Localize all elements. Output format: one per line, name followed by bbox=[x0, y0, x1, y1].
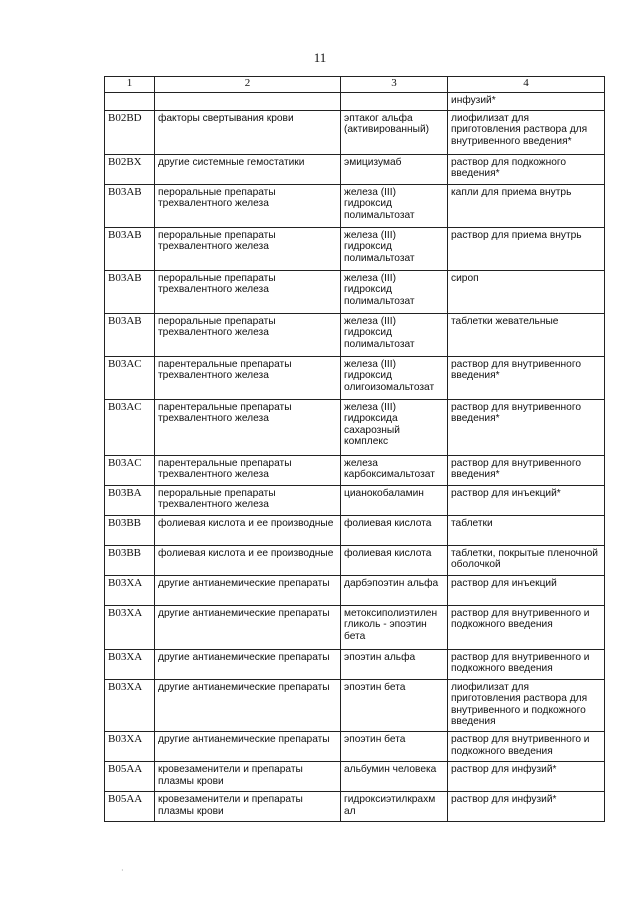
atc-code-cell: B03AC bbox=[105, 356, 155, 399]
atc-code-cell: B05AA bbox=[105, 791, 155, 821]
table-row bbox=[105, 399, 605, 455]
table-row bbox=[105, 110, 605, 154]
group-cell: другие антианемические препараты bbox=[155, 605, 341, 649]
table-row bbox=[105, 545, 605, 575]
group-cell: фолиевая кислота и ее производные bbox=[155, 545, 341, 575]
table-row bbox=[105, 515, 605, 545]
column-header: 1 bbox=[105, 77, 155, 93]
table-row bbox=[105, 356, 605, 399]
substance-cell: фолиевая кислота bbox=[341, 515, 448, 545]
substance-cell: железа (III) гидроксида сахарозный комплекс bbox=[341, 399, 448, 455]
dosage-form-cell: раствор для подкожного введения* bbox=[448, 154, 605, 184]
page-number: 11 bbox=[313, 50, 327, 65]
substance-cell: железа карбоксимальтозат bbox=[341, 455, 448, 485]
dosage-form-cell: раствор для внутривенного и подкожного введения bbox=[448, 731, 605, 761]
substance-cell: альбумин человека bbox=[341, 761, 448, 791]
table-row bbox=[105, 761, 605, 791]
column-header: 2 bbox=[155, 77, 341, 93]
substance-cell: эпоэтин бета bbox=[341, 679, 448, 731]
group-cell: пероральные препараты трехвалентного железа bbox=[155, 270, 341, 313]
atc-code-cell: B03AC bbox=[105, 399, 155, 455]
atc-code-cell: B03XA bbox=[105, 679, 155, 731]
table-row bbox=[105, 270, 605, 313]
group-cell: пероральные препараты трехвалентного железа bbox=[155, 485, 341, 515]
dosage-form-cell: раствор для внутривенного и подкожного введения bbox=[448, 605, 605, 649]
group-cell: парентеральные препараты трехвалентного железа bbox=[155, 399, 341, 455]
dosage-form-cell: раствор для внутривенного введения* bbox=[448, 399, 605, 455]
atc-code-cell: B02BD bbox=[105, 110, 155, 154]
dosage-form-cell: раствор для внутривенного введения* bbox=[448, 455, 605, 485]
atc-code-cell: B03AC bbox=[105, 455, 155, 485]
dosage-form-cell: раствор для инъекций* bbox=[448, 485, 605, 515]
atc-code-cell: B03XA bbox=[105, 731, 155, 761]
substance-cell: метоксиполиэтилен гликоль - эпоэтин бета bbox=[341, 605, 448, 649]
group-cell: пероральные препараты трехвалентного железа bbox=[155, 313, 341, 356]
table-row bbox=[105, 455, 605, 485]
substance-cell: фолиевая кислота bbox=[341, 545, 448, 575]
table-row bbox=[105, 485, 605, 515]
table-header-row bbox=[105, 77, 605, 93]
table-row bbox=[105, 227, 605, 270]
atc-code-cell: B03AB bbox=[105, 313, 155, 356]
atc-code-cell: B02BX bbox=[105, 154, 155, 184]
drug-table bbox=[104, 76, 605, 822]
substance-cell bbox=[341, 93, 448, 111]
substance-cell: цианокобаламин bbox=[341, 485, 448, 515]
substance-cell: эпоэтин бета bbox=[341, 731, 448, 761]
substance-cell: гидроксиэтилкрахм ал bbox=[341, 791, 448, 821]
dosage-form-cell: таблетки, покрытые пленочной оболочкой bbox=[448, 545, 605, 575]
table-row bbox=[105, 154, 605, 184]
group-cell: другие антианемические препараты bbox=[155, 679, 341, 731]
substance-cell: железа (III) гидроксид полимальтозат bbox=[341, 270, 448, 313]
group-cell: факторы свертывания крови bbox=[155, 110, 341, 154]
substance-cell: эптаког альфа (активированный) bbox=[341, 110, 448, 154]
dosage-form-cell: лиофилизат для приготовления раствора для внутривенного и подкожного введения bbox=[448, 679, 605, 731]
substance-cell: железа (III) гидроксид полимальтозат bbox=[341, 313, 448, 356]
dosage-form-cell: раствор для инфузий* bbox=[448, 791, 605, 821]
group-cell: кровезаменители и препараты плазмы крови bbox=[155, 791, 341, 821]
table-row bbox=[105, 649, 605, 679]
table-body bbox=[105, 77, 605, 822]
group-cell: пероральные препараты трехвалентного железа bbox=[155, 184, 341, 227]
substance-cell: эмицизумаб bbox=[341, 154, 448, 184]
atc-code-cell: B03BB bbox=[105, 545, 155, 575]
dosage-form-cell: капли для приема внутрь bbox=[448, 184, 605, 227]
table-row bbox=[105, 184, 605, 227]
table-row bbox=[105, 575, 605, 605]
stray-mark: · bbox=[121, 866, 124, 875]
group-cell: фолиевая кислота и ее производные bbox=[155, 515, 341, 545]
group-cell: другие антианемические препараты bbox=[155, 575, 341, 605]
atc-code-cell: B05AA bbox=[105, 761, 155, 791]
dosage-form-cell: раствор для инъекций bbox=[448, 575, 605, 605]
group-cell: кровезаменители и препараты плазмы крови bbox=[155, 761, 341, 791]
group-cell: другие антианемические препараты bbox=[155, 649, 341, 679]
group-cell bbox=[155, 93, 341, 111]
atc-code-cell: B03BB bbox=[105, 515, 155, 545]
atc-code-cell: B03AB bbox=[105, 227, 155, 270]
group-cell: парентеральные препараты трехвалентного железа bbox=[155, 455, 341, 485]
dosage-form-cell: раствор для приема внутрь bbox=[448, 227, 605, 270]
substance-cell: железа (III) гидроксид полимальтозат bbox=[341, 184, 448, 227]
column-header: 4 bbox=[448, 77, 605, 93]
substance-cell: эпоэтин альфа bbox=[341, 649, 448, 679]
dosage-form-cell: таблетки жевательные bbox=[448, 313, 605, 356]
atc-code-cell: B03XA bbox=[105, 575, 155, 605]
atc-code-cell: B03XA bbox=[105, 605, 155, 649]
table-row bbox=[105, 791, 605, 821]
group-cell: пероральные препараты трехвалентного железа bbox=[155, 227, 341, 270]
atc-code-cell bbox=[105, 93, 155, 111]
atc-code-cell: B03AB bbox=[105, 270, 155, 313]
dosage-form-cell: таблетки bbox=[448, 515, 605, 545]
atc-code-cell: B03BA bbox=[105, 485, 155, 515]
dosage-form-cell: лиофилизат для приготовления раствора для внутривенного введения* bbox=[448, 110, 605, 154]
group-cell: другие антианемические препараты bbox=[155, 731, 341, 761]
atc-code-cell: B03AB bbox=[105, 184, 155, 227]
dosage-form-cell: раствор для внутривенного введения* bbox=[448, 356, 605, 399]
dosage-form-cell: раствор для внутривенного и подкожного введения bbox=[448, 649, 605, 679]
substance-cell: железа (III) гидроксид полимальтозат bbox=[341, 227, 448, 270]
dosage-form-cell: раствор для инфузий* bbox=[448, 761, 605, 791]
dosage-form-cell: инфузий* bbox=[448, 93, 605, 111]
table-row bbox=[105, 93, 605, 111]
atc-code-cell: B03XA bbox=[105, 649, 155, 679]
dosage-form-cell: сироп bbox=[448, 270, 605, 313]
substance-cell: дарбэпоэтин альфа bbox=[341, 575, 448, 605]
column-header: 3 bbox=[341, 77, 448, 93]
group-cell: другие системные гемостатики bbox=[155, 154, 341, 184]
table-row bbox=[105, 731, 605, 761]
group-cell: парентеральные препараты трехвалентного железа bbox=[155, 356, 341, 399]
substance-cell: железа (III) гидроксид олигоизомальтозат bbox=[341, 356, 448, 399]
table-row bbox=[105, 605, 605, 649]
table-row bbox=[105, 679, 605, 731]
table-row bbox=[105, 313, 605, 356]
